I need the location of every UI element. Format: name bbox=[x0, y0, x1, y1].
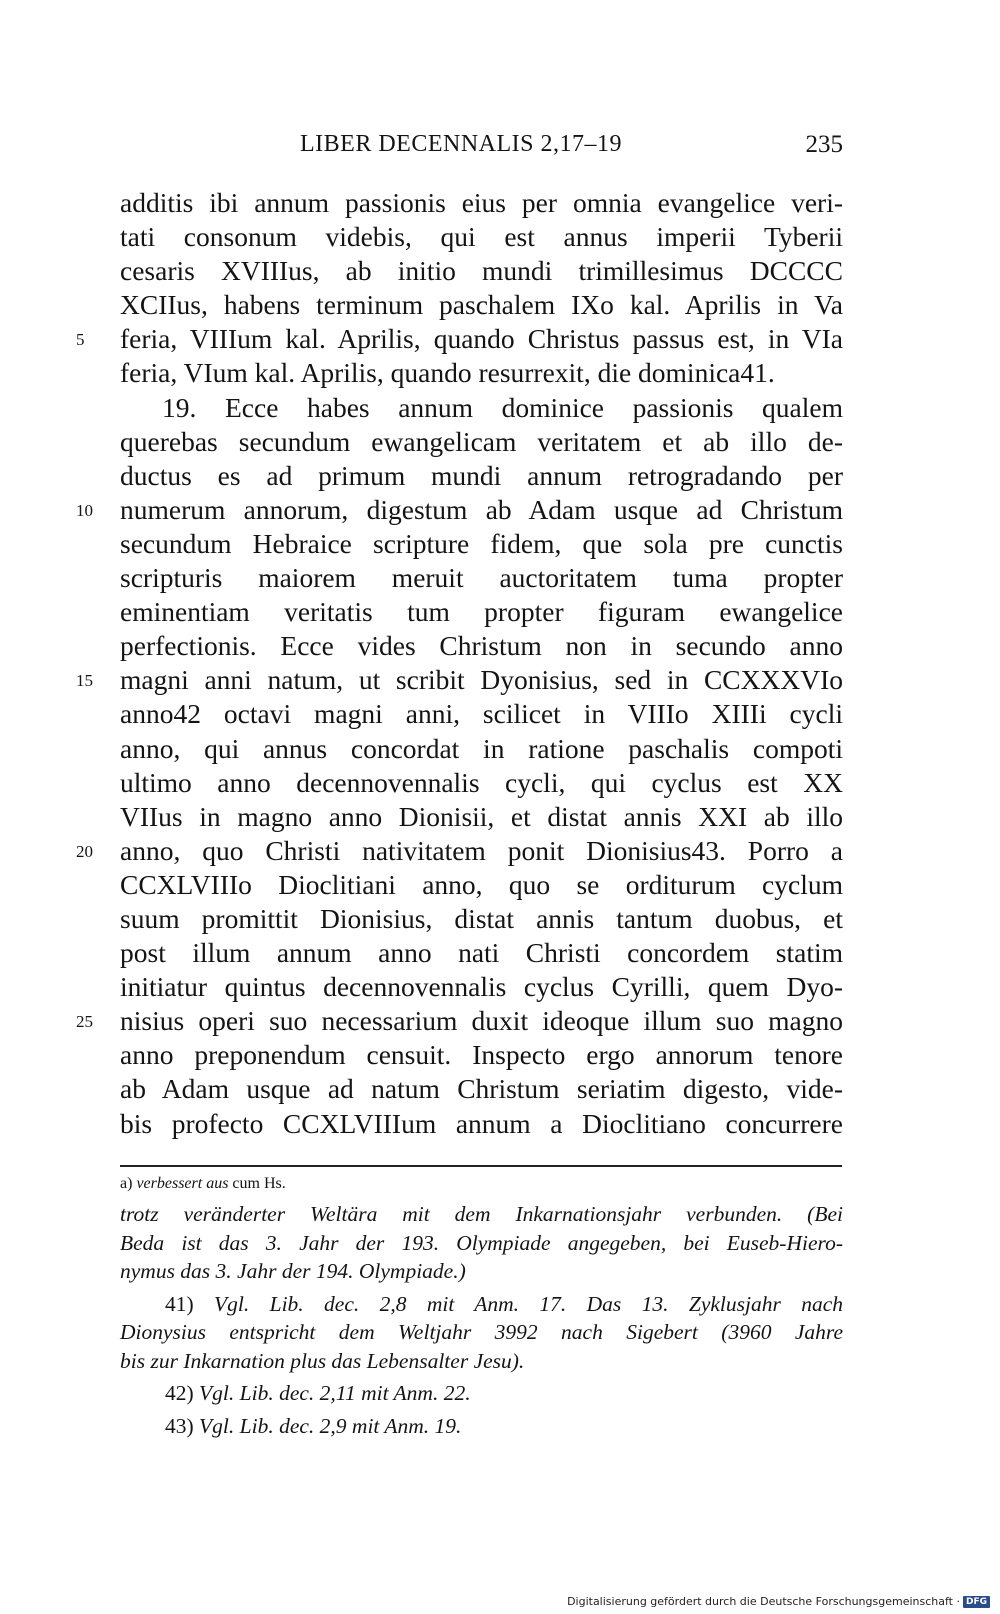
text-line: 15 magni anni natum, ut scribit Dyonisius, sed in CCXXXVIo bbox=[120, 663, 843, 697]
text-line: 25 nisius operi suo necessarium duxit ideoque illum suo magno bbox=[120, 1004, 843, 1038]
dfg-logo-icon: DFG bbox=[963, 1596, 990, 1608]
line-number: 5 bbox=[76, 330, 85, 350]
text-line: bis profecto CCXLVIIIum annum a Dioclitiano concurrere bbox=[120, 1107, 843, 1139]
text-line: CCXLVIIIo Dioclitiani anno, quo se orditurum cyclum bbox=[120, 868, 843, 900]
page-number: 235 bbox=[805, 131, 843, 158]
text-line: anno preponendum censuit. Inspecto ergo annorum tenore bbox=[120, 1039, 843, 1071]
footnote-43: 43) Vgl. Lib. dec. 2,9 mit Anm. 19. bbox=[165, 1413, 462, 1438]
running-title: LIBER DECENNALIS 2,17–19 bbox=[300, 131, 622, 157]
text-line: ab Adam usque ad natum Christum seriatim digesto, vide- bbox=[120, 1073, 843, 1105]
text-line: ductus es ad primum mundi annum retrogradando per bbox=[120, 459, 843, 491]
text-line: anno, qui annus concordat in ratione paschalis compoti bbox=[120, 732, 843, 764]
text-line: scripturis maiorem meruit auctoritatem tuma propter bbox=[120, 562, 843, 594]
footnote-41: 41) Vgl. Lib. dec. 2,8 mit Anm. 17. Das 13. Zyklusjahr nach Dionysius entspricht dem Weltjahr 3992 nach Sigebert (3960 Jahre bis zur Inkarnation plus das Lebensalter Jesu). bbox=[120, 1291, 843, 1373]
line-number: 20 bbox=[76, 841, 93, 861]
text-line: eminentiam veritatis tum propter figuram ewangelice bbox=[120, 596, 843, 628]
text-line: post illum annum anno nati Christi concordem statim bbox=[120, 937, 843, 969]
footnote-continuation: trotz veränderter Weltära mit dem Inkarnationsjahr verbunden. (Bei Beda ist das 3. Jahr der 193. Olympiade angegeben, bei Euseb-Hiero- nymus das 3. Jahr der 194. Olympiade.) bbox=[120, 1202, 843, 1283]
footnotes bbox=[120, 1172, 843, 1440]
text-line: querebas secundum ewangelicam veritatem et ab illo de- bbox=[120, 425, 843, 457]
text-line: initiatur quintus decennovennalis cyclus Cyrilli, quem Dyo- bbox=[120, 971, 843, 1003]
text-line: tati consonum videbis, qui est annus imperii Tyberii bbox=[120, 221, 843, 253]
text-line: ultimo anno decennovennalis cycli, qui cyclus est XX bbox=[120, 766, 843, 798]
text-line: anno42 octavi magni anni, scilicet in VIIIo XIIIi cycli bbox=[120, 698, 843, 730]
line-number: 10 bbox=[76, 500, 93, 520]
footnote-divider bbox=[120, 1165, 842, 1167]
text-line: 5 feria, VIIIum kal. Aprilis, quando Christus passus est, in VIa bbox=[120, 322, 843, 356]
footnote-42: 42) Vgl. Lib. dec. 2,11 mit Anm. 22. bbox=[165, 1381, 471, 1405]
text-line: XCIIus, habens terminum paschalem IXo kal. Aprilis in Va bbox=[120, 289, 843, 321]
text-line: 10 numerum annorum, digestum ab Adam usque ad Christum bbox=[120, 493, 843, 527]
line-number: 15 bbox=[76, 671, 93, 691]
text-line: 19. Ecce habes annum dominice passionis qualem bbox=[162, 391, 843, 423]
text-line: feria, VIum kal. Aprilis, quando resurrexit, die dominica41. bbox=[120, 357, 775, 389]
main-text bbox=[76, 186, 843, 1141]
text-line: suum promittit Dionisius, distat annis tantum duobus, et bbox=[120, 902, 843, 934]
digitization-credit: Digitalisierung gefördert durch die Deutsche Forschungsgemeinschaft · DFG bbox=[567, 1595, 990, 1608]
text-line: 20 anno, quo Christi nativitatem ponit Dionisius43. Porro a bbox=[120, 834, 843, 868]
text-line: secundum Hebraice scripture fidem, que sola pre cunctis bbox=[120, 527, 843, 559]
page-header bbox=[120, 131, 843, 171]
critical-apparatus-note: a) verbessert aus cum Hs. bbox=[120, 1175, 286, 1192]
line-number: 25 bbox=[76, 1012, 93, 1032]
text-line: cesaris XVIIIus, ab initio mundi trimillesimus DCCCC bbox=[120, 255, 843, 287]
text-line: additis ibi annum passionis eius per omnia evangelice veri- bbox=[120, 187, 843, 218]
text-line: perfectionis. Ecce vides Christum non in secundo anno bbox=[120, 630, 843, 662]
text-line: VIIus in magno anno Dionisii, et distat annis XXI ab illo bbox=[120, 800, 843, 832]
